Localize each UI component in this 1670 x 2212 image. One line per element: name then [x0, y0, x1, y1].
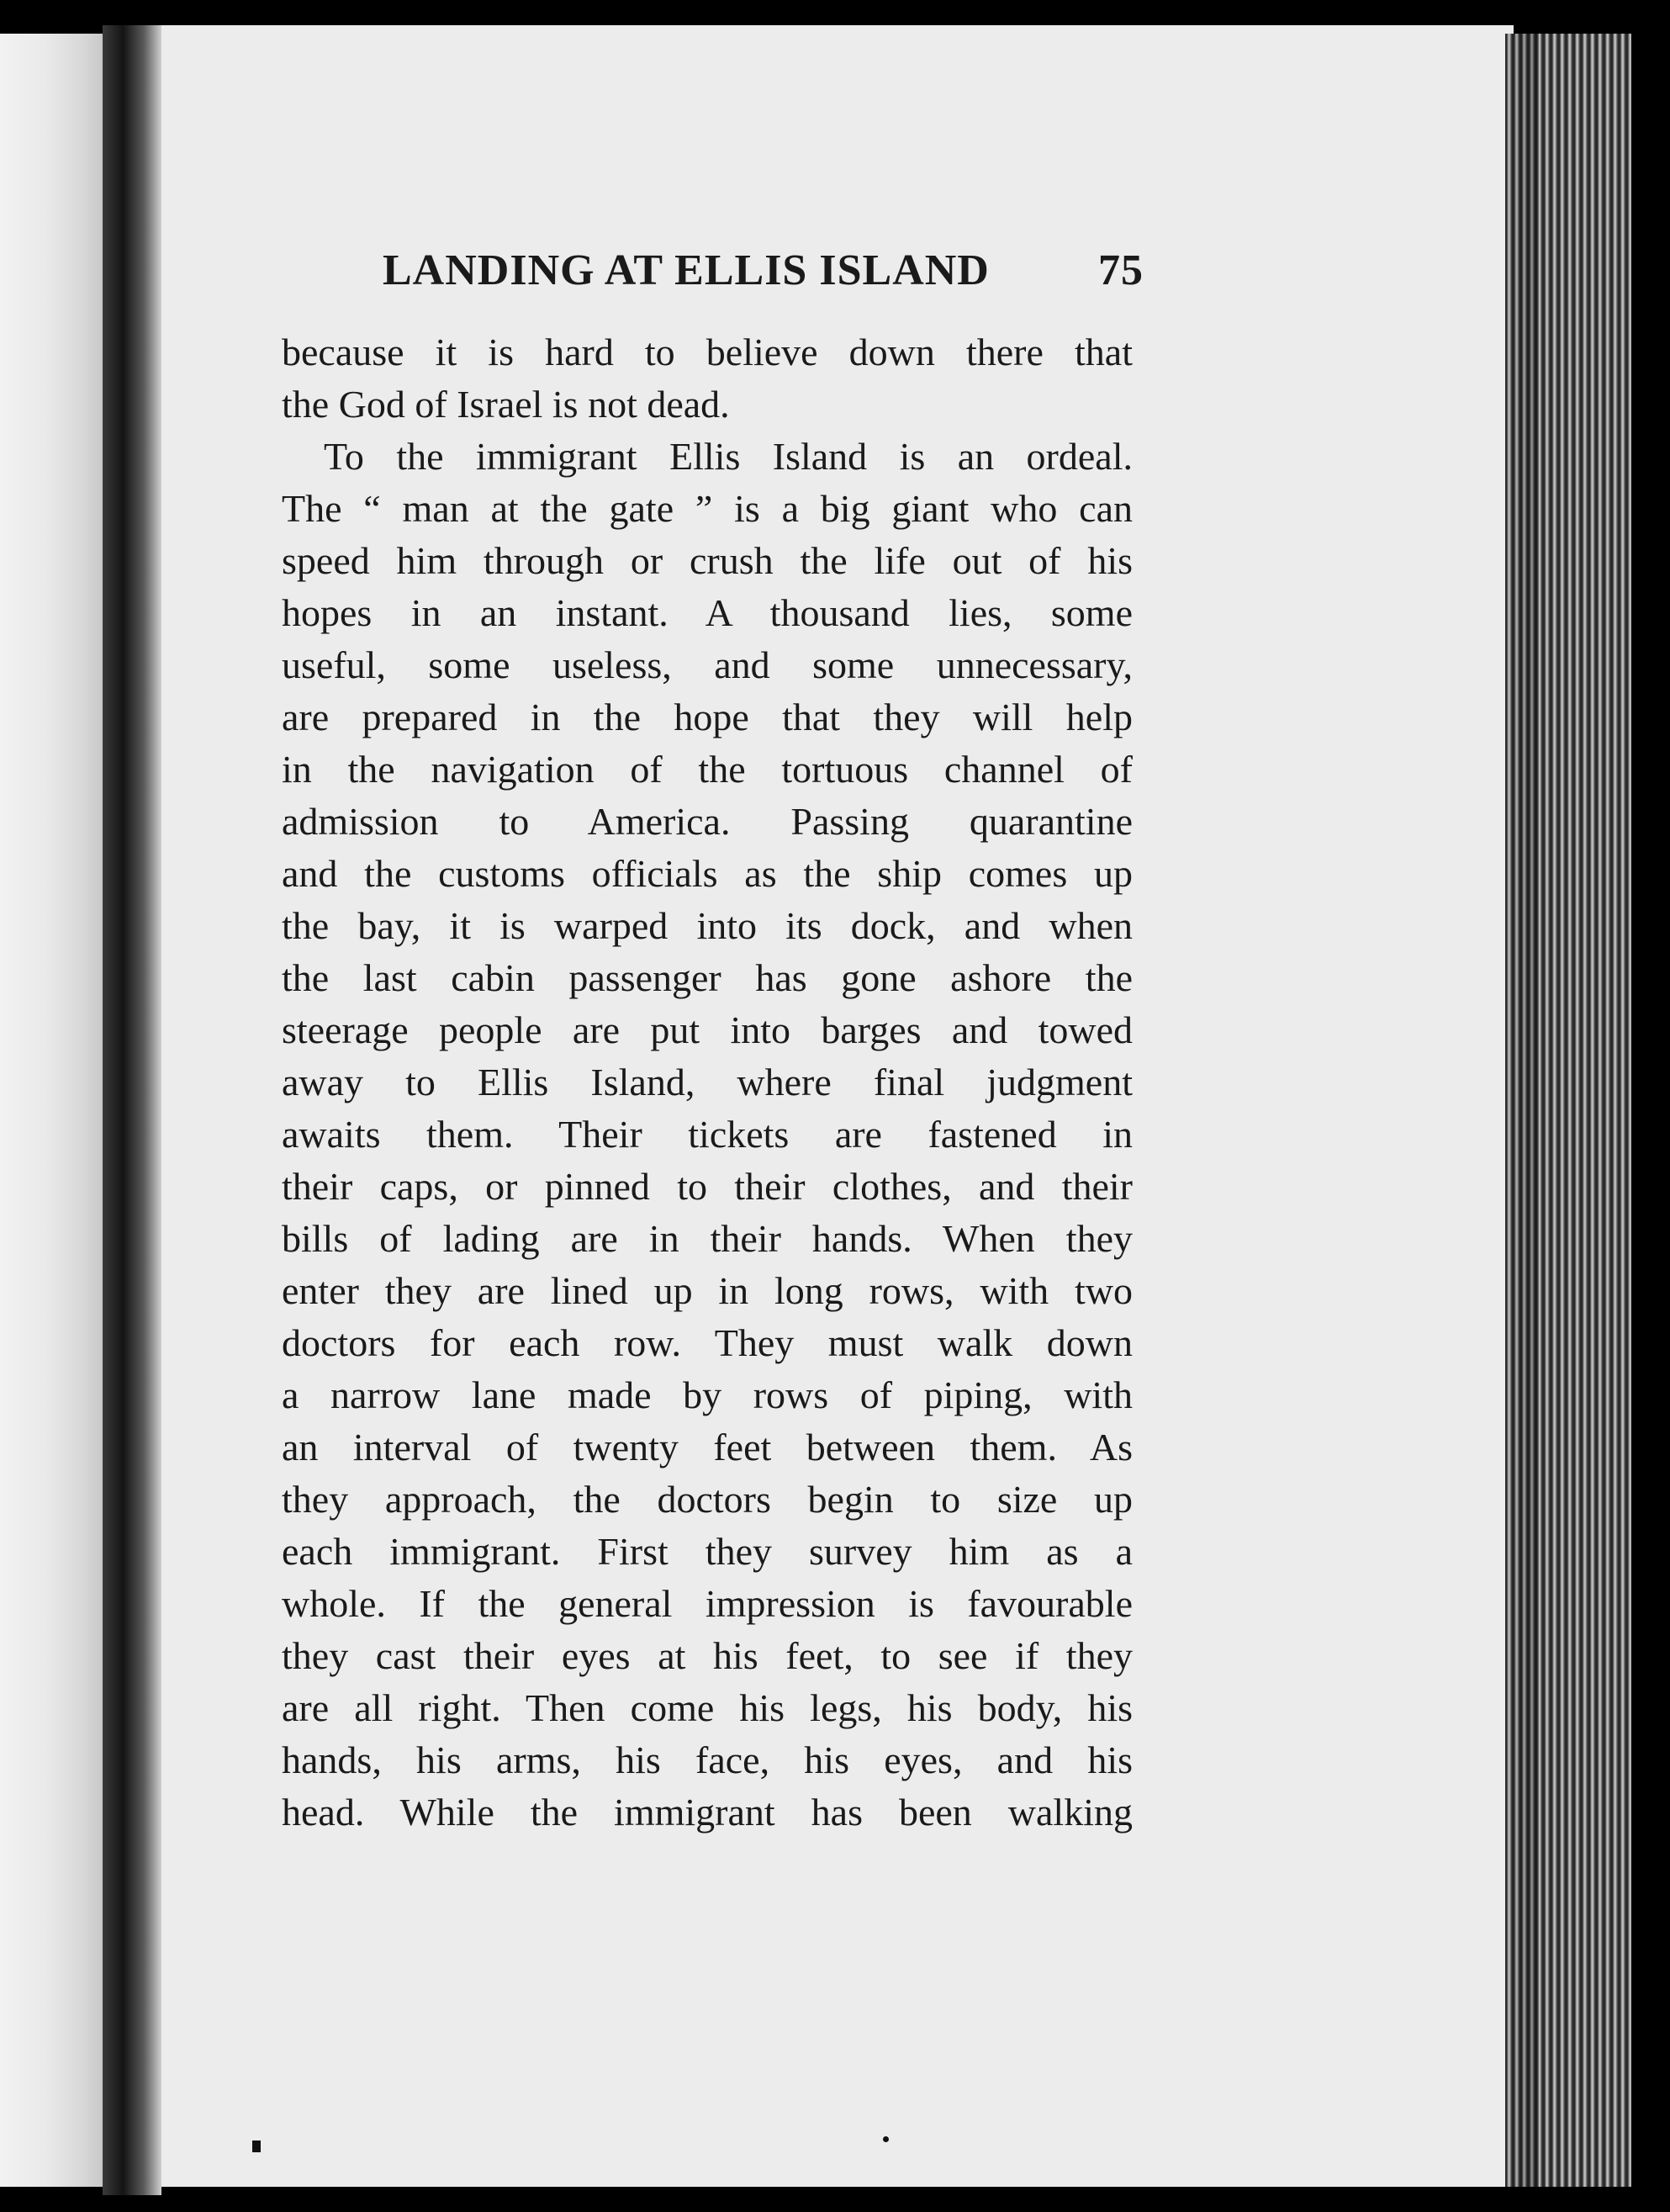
text-line: doctors for each row. They must walk down	[282, 1321, 1133, 1364]
text-line: because it is hard to believe down there that	[282, 331, 1133, 373]
text-line: useful, some useless, and some unnecessary,	[282, 643, 1133, 686]
running-head	[383, 246, 1144, 304]
text-line: speed him through or crush the life out of his	[282, 539, 1133, 582]
text-line: enter they are lined up in long rows, with two	[282, 1269, 1133, 1312]
text-line: each immigrant. First they survey him as a	[282, 1530, 1133, 1573]
text-line: are prepared in the hope that they will help	[282, 696, 1133, 738]
previous-page-edge	[0, 34, 118, 2187]
running-head-title: LANDING AT ELLIS ISLAND	[383, 246, 990, 294]
text-line: in the navigation of the tortuous channel of	[282, 748, 1133, 791]
text-line: steerage people are put into barges and towed	[282, 1008, 1133, 1051]
text-line: they cast their eyes at his feet, to see if they	[282, 1634, 1133, 1677]
text-line: The “ man at the gate ” is a big giant who can	[282, 487, 1133, 530]
text-line: awaits them. Their tickets are fastened in	[282, 1113, 1133, 1156]
body-text	[282, 326, 1133, 1839]
text-line: the last cabin passenger has gone ashore the	[282, 956, 1133, 999]
scan-speck	[252, 2141, 261, 2152]
page-number: 75	[1098, 246, 1144, 294]
text-line: a narrow lane made by rows of piping, with	[282, 1373, 1133, 1416]
text-line: admission to America. Passing quarantine	[282, 800, 1133, 843]
text-line: and the customs officials as the ship comes up	[282, 852, 1133, 895]
text-line: hands, his arms, his face, his eyes, and his	[282, 1738, 1133, 1781]
text-line: away to Ellis Island, where final judgment	[282, 1061, 1133, 1103]
text-line: whole. If the general impression is favourable	[282, 1582, 1133, 1625]
text-line: bills of lading are in their hands. When they	[282, 1217, 1133, 1260]
text-line: To the immigrant Ellis Island is an ordeal.	[324, 435, 1133, 478]
text-line: an interval of twenty feet between them. As	[282, 1426, 1133, 1468]
page-edge-shadow	[1505, 34, 1539, 2187]
text-line: they approach, the doctors begin to size up	[282, 1478, 1133, 1521]
text-line: their caps, or pinned to their clothes, and their	[282, 1165, 1133, 1208]
book-gutter	[103, 25, 161, 2195]
text-line: hopes in an instant. A thousand lies, some	[282, 591, 1133, 634]
text-line: head. While the immigrant has been walking	[282, 1791, 1133, 1834]
scan-speck	[883, 2136, 889, 2142]
text-line: the God of Israel is not dead.	[282, 383, 730, 426]
text-line: the bay, it is warped into its dock, and when	[282, 904, 1133, 947]
text-line: are all right. Then come his legs, his body, his	[282, 1686, 1133, 1729]
